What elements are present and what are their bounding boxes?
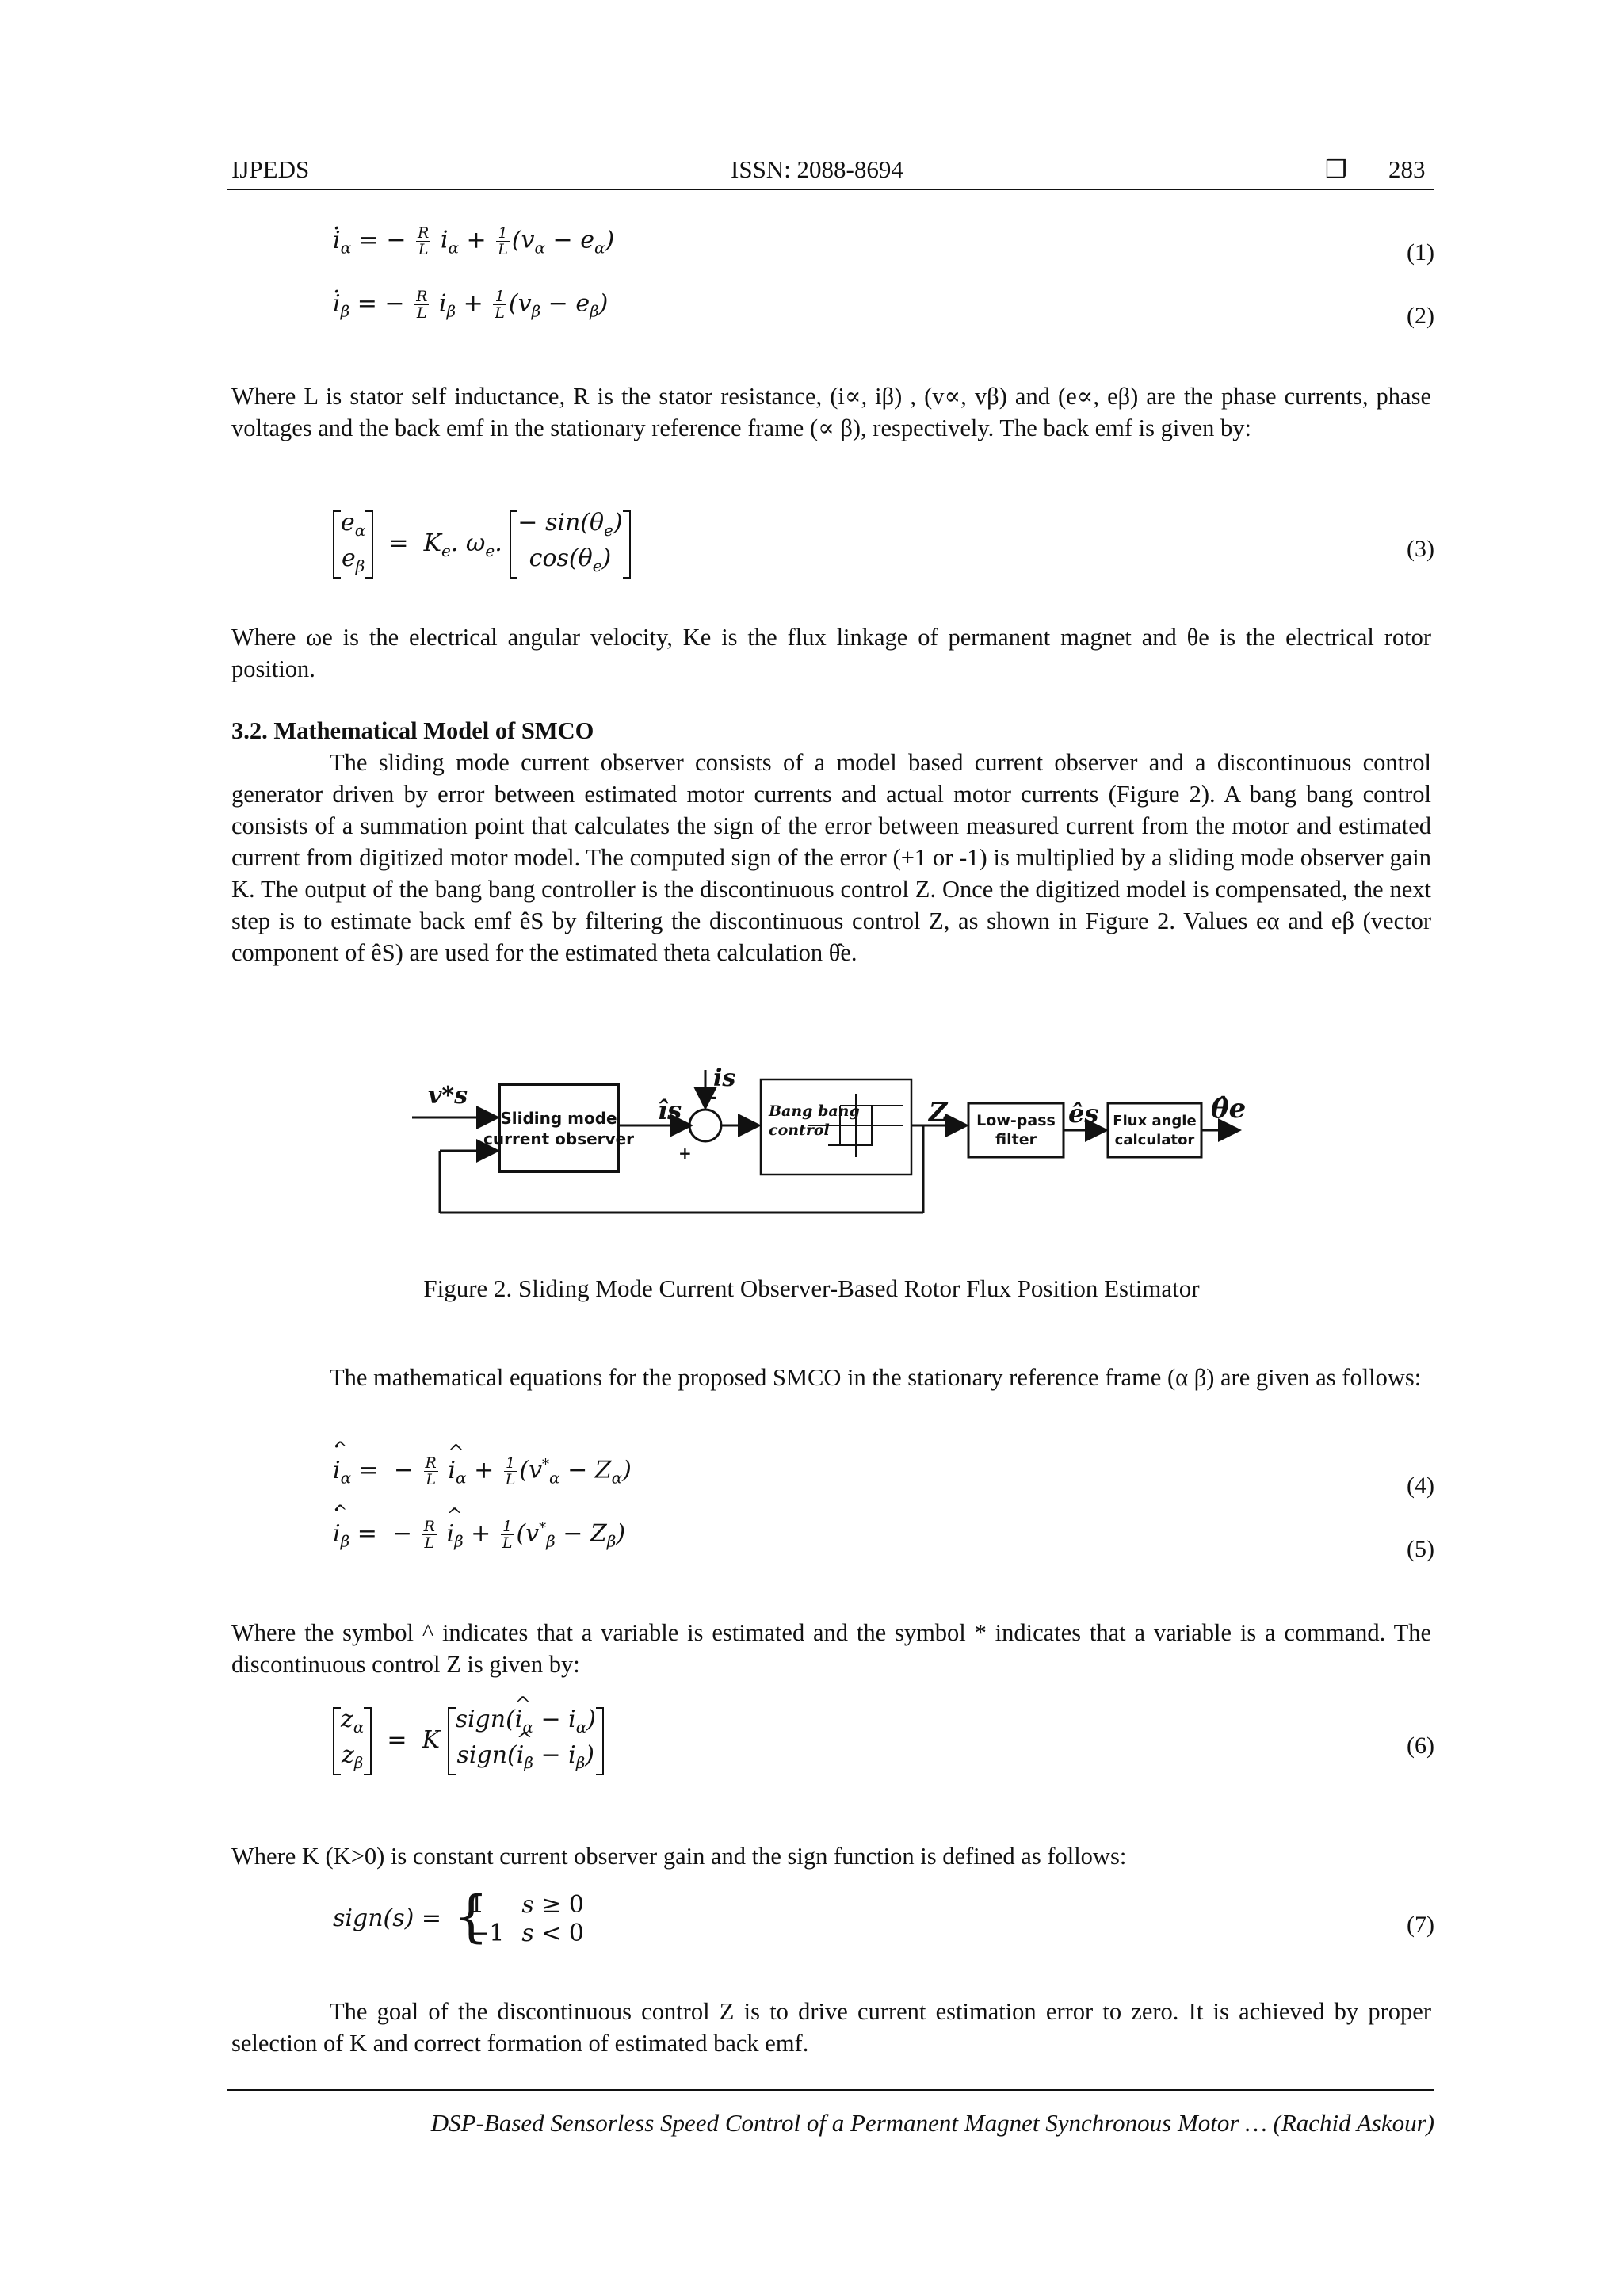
- estimated-current-label: îs: [658, 1095, 682, 1125]
- z-label: Z: [929, 1097, 948, 1127]
- journal-name: IJPEDS: [231, 155, 310, 183]
- equation-7-number: (7): [1407, 1912, 1434, 1938]
- equation-5-number: (5): [1407, 1536, 1434, 1562]
- footer-text: DSP-Based Sensorless Speed Control of a Permanent Magnet Synchronous Motor … (Rachid Askour): [430, 2109, 1434, 2137]
- equation-7: sign(s) = { 1 s ≥ 0 −1 s < 0: [333, 1891, 601, 1948]
- paragraph-goal: The goal of the discontinuous control Z is to drive current estimation error to zero. It is achieved by proper selection of K and correct formation of estimated back emf.: [231, 1998, 1431, 2057]
- flux-label-2: calculator: [1114, 1132, 1195, 1148]
- observer-label-1: Sliding mode: [500, 1109, 617, 1128]
- equation-3: $e_\alpha$ $e_\beta$ = $K_e$. $\omega_e$. − $\sin(\theta_e)$ $\cos(\theta_e)$: [333, 509, 631, 580]
- plus-sign: +: [678, 1144, 692, 1163]
- equation-4: ^ i $._\alpha$ = − $\frac{R}{L}$ ^ $i_\alpha$ + $\frac{1}{L}$ $(v^*_\alpha - Z_\alpha)$: [333, 1455, 632, 1488]
- equation-1-number: (1): [1407, 239, 1434, 266]
- figure-caption: Figure 2. Sliding Mode Current Observer-Based Rotor Flux Position Estimator: [423, 1274, 1200, 1302]
- equation-6-number: (6): [1407, 1733, 1434, 1759]
- equation-5: ^ i $._\beta$ = − $\frac{R}{L}$ ^ $i_\beta$ + $\frac{1}{L}$ $(v^*_\beta - Z_\beta)$: [333, 1519, 625, 1551]
- measured-current-label: is: [713, 1064, 736, 1092]
- footer-rule: [227, 2089, 1434, 2091]
- lpf-label-2: filter: [995, 1131, 1037, 1148]
- paragraph-sign-function: Where K (K>0) is constant current observer gain and the sign function is defined as follows:: [231, 1843, 1127, 1870]
- equation-4-number: (4): [1407, 1473, 1434, 1499]
- page-number: 283: [1388, 155, 1426, 183]
- es-label: ês: [1068, 1098, 1099, 1129]
- bang-label-1: Bang bang: [769, 1102, 860, 1120]
- equation-2-number: (2): [1407, 303, 1434, 329]
- minus-sign: -: [710, 1088, 718, 1108]
- theta-label: θ̂e: [1211, 1093, 1247, 1125]
- page-mark-icon: ❒: [1325, 155, 1347, 183]
- section-title: 3.2. Mathematical Model of SMCO: [231, 717, 594, 744]
- equation-2: . $i_\beta$ = − $\frac{R}{L}$ $i_\beta$ + $\frac{1}{L}$ $(v_\beta - e_\beta)$: [333, 288, 608, 321]
- observer-label-2: current observer: [483, 1129, 634, 1148]
- input-label: v*s: [428, 1082, 468, 1110]
- equation-6: $z_\alpha$ $z_\beta$ = K sign(^ $i_\alpha - i_\alpha$) sign(^ $i_\beta - i_\beta$): [333, 1706, 604, 1777]
- paragraph-symbols: Where the symbol ^ indicates that a variable is estimated and the symbol * indicates that a variable is a command. The discontinuous control Z is given by:: [231, 1619, 1431, 1678]
- lpf-label-1: Low-pass: [976, 1112, 1056, 1129]
- header-rule: [227, 189, 1434, 190]
- paragraph-variables: Where L is stator self inductance, R is the stator resistance, (i∝, iβ) , (v∝, vβ) and (e∝, eβ) are the phase currents, phase voltages and the back emf in the stationary reference frame (∝ β), respectively. The back emf is given by:: [231, 383, 1431, 441]
- flux-label-1: Flux angle: [1113, 1113, 1197, 1129]
- paragraph-angular-velocity: Where ωe is the electrical angular velocity, Ke is the flux linkage of permanent magnet and θe is the electrical rotor position.: [231, 624, 1431, 682]
- equation-1: . $i_\alpha$ = − $\frac{R}{L}$ $i_\alpha$ + $\frac{1}{L}$ $(v_\alpha - e_\alpha)$: [333, 225, 614, 258]
- paragraph-equations-intro: The mathematical equations for the proposed SMCO in the stationary reference frame (α β) are given as follows:: [330, 1364, 1422, 1391]
- paragraph-smco-description: The sliding mode current observer consists of a model based current observer and a discontinuous control generator driven by error between estimated motor currents and actual motor currents (Figure 2). A bang bang control consists of a summation point that calculates the sign of the error between measured current from the motor and estimated current from digitized motor model. The computed sign of the error (+1 or -1) is multiplied by a sliding mode observer gain K. The output of the bang bang controller is the discontinuous control Z. Once the digitized model is compensated, the next step is to estimate back emf êS by filtering the discontinuous control Z, as shown in Figure 2. Values eα and eβ (vector component of êS) are used for the estimated theta calculation θ̂e.: [231, 749, 1431, 966]
- equation-3-number: (3): [1407, 536, 1434, 562]
- bang-label-2: control: [769, 1121, 830, 1139]
- figure-2-block-diagram: [396, 1062, 1268, 1244]
- issn: ISSN: 2088-8694: [731, 155, 903, 183]
